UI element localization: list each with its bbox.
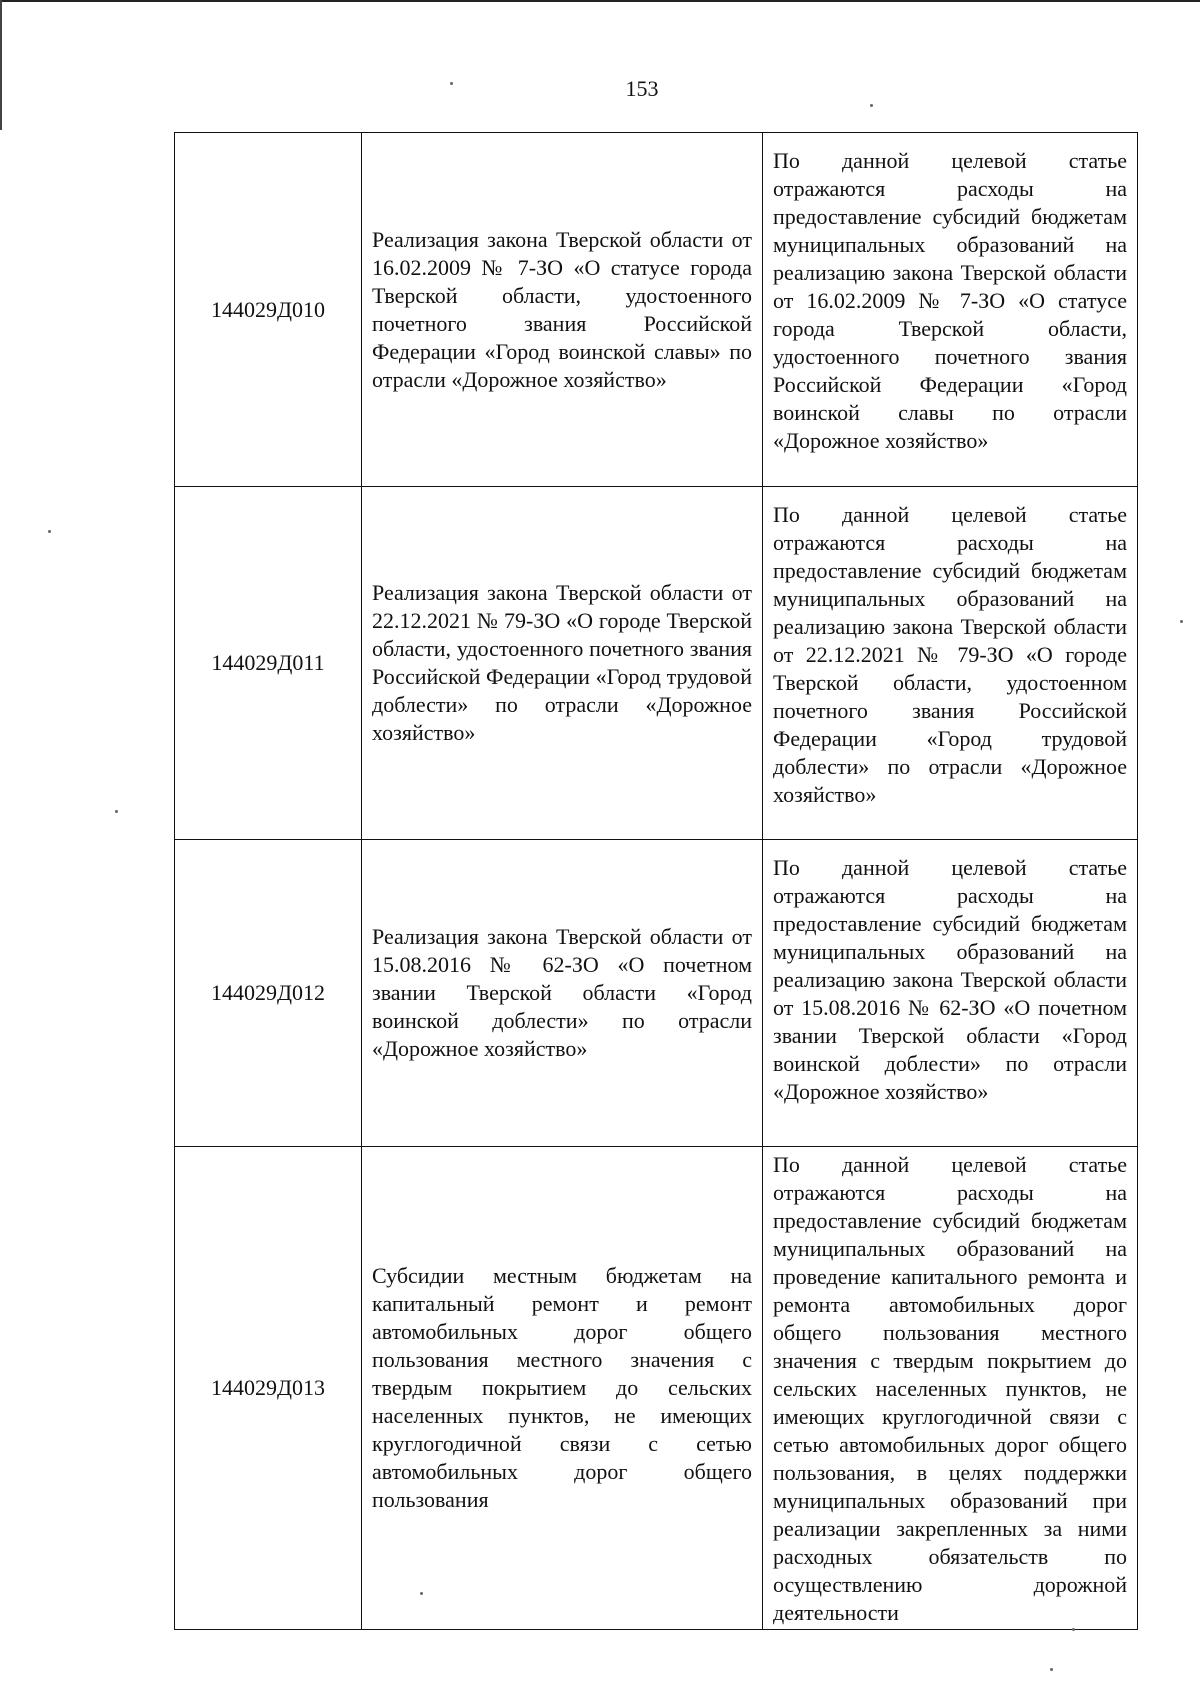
table-row xyxy=(175,1147,1138,1630)
row-code: 144029Д010 xyxy=(175,133,362,487)
row-description: По данной целевой статье отражаются расходы на предоставление субсидий бюджетам муниципальных образований на реализацию закона Тверской области от 22.12.2021 № 79-ЗО «О городе Тверской области, удостоенном почетного звания Российской Федерации «Город трудовой доблести» по отрасли «Дорожное хозяйство» xyxy=(763,487,1138,840)
row-code: 144029Д011 xyxy=(175,487,362,840)
row-name: Субсидии местным бюджетам на капитальный ремонт и ремонт автомобильных дорог общего пользования местного значения с твердым покрытием до сельских населенных пунктов, не имеющих круглогодичной связи с сетью автомобильных дорог общего пользования xyxy=(362,1147,763,1630)
row-name: Реализация закона Тверской области от 15.08.2016 № 62-ЗО «О почетном звании Тверской области «Город воинской доблести» по отрасли «Дорожное хозяйство» xyxy=(362,840,763,1147)
scan-speck xyxy=(420,1592,423,1595)
table-row xyxy=(175,487,1138,840)
row-description: По данной целевой статье отражаются расходы на предоставление субсидий бюджетам муниципальных образований на реализацию закона Тверской области от 16.02.2009 № 7-ЗО «О статусе города Тверской области, удостоенного почетного звания Российской Федерации «Город воинской славы по отрасли «Дорожное хозяйство» xyxy=(763,133,1138,487)
scan-speck xyxy=(450,82,453,85)
scan-speck xyxy=(870,104,873,107)
scan-speck xyxy=(1072,1628,1075,1631)
row-name: Реализация закона Тверской области от 16.02.2009 № 7-ЗО «О статусе города Тверской области, удостоенного почетного звания Российской Федерации «Город воинской славы» по отрасли «Дорожное хозяйство» xyxy=(362,133,763,487)
row-code: 144029Д012 xyxy=(175,840,362,1147)
scan-speck xyxy=(1180,620,1183,623)
table-row xyxy=(175,840,1138,1147)
row-description: По данной целевой статье отражаются расходы на предоставление субсидий бюджетам муниципальных образований на проведение капитального ремонта и ремонта автомобильных дорог общего пользования местного значения с твердым покрытием до сельских населенных пунктов, не имеющих круглогодичной связи с сетью автомобильных дорог общего пользования, в целях поддержки муниципальных образований при реализации закрепленных за ними расходных обязательств по осуществлению дорожной деятельности xyxy=(763,1147,1138,1630)
page-number: 153 xyxy=(625,76,659,101)
row-code: 144029Д013 xyxy=(175,1147,362,1630)
scan-edge-top xyxy=(0,0,1200,2)
row-description: По данной целевой статье отражаются расходы на предоставление субсидий бюджетам муниципальных образований на реализацию закона Тверской области от 15.08.2016 № 62-ЗО «О почетном звании Тверской области «Город воинской доблести» по отрасли «Дорожное хозяйство» xyxy=(763,840,1138,1147)
scan-edge-left xyxy=(0,0,2,130)
scan-speck xyxy=(1050,1668,1053,1671)
scan-speck xyxy=(48,530,51,533)
row-name: Реализация закона Тверской области от 22.12.2021 № 79-ЗО «О городе Тверской области, удостоенного почетного звания Российской Федерации «Город трудовой доблести» по отрасли «Дорожное хозяйство» xyxy=(362,487,763,840)
scan-speck xyxy=(115,810,118,813)
table-row xyxy=(175,133,1138,487)
budget-classification-table xyxy=(174,132,1138,1630)
